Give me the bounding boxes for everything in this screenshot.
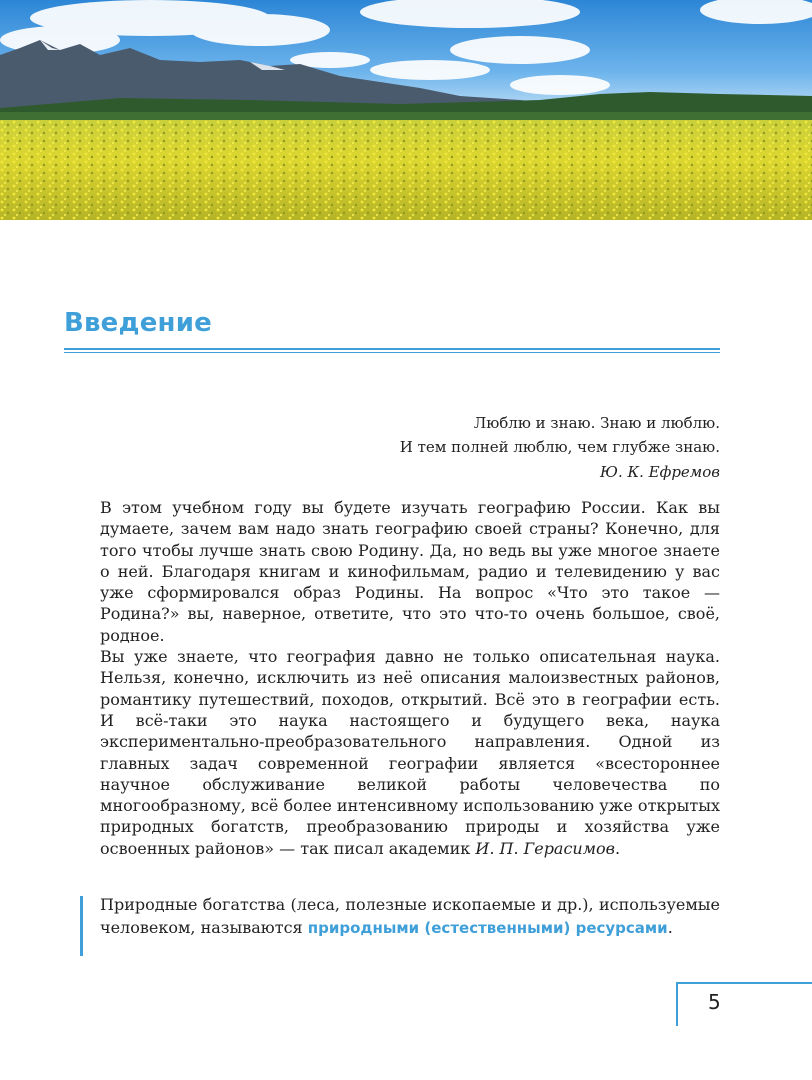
page-number: 5 <box>708 990 721 1014</box>
epigraph <box>220 412 720 485</box>
key-term: природными (естественными) ресурсами <box>307 919 668 937</box>
page-number-box <box>676 982 812 1026</box>
main-text <box>100 497 720 859</box>
paragraph-text: В этом учебном году вы будете изучать географию России. Как вы думаете, зачем вам надо знать географию своей страны? Конечно, для того чтобы лучше знать свою Родину. Да, но ведь вы уже многое знаете о ней. Благодаря книгам и кинофильмам, радио и телевидению у вас уже сформировался образ Родины. На вопрос «Что это такое — Родина?» вы, наверное, ответите, что это что-то очень большое, своё, родное. <box>100 498 720 645</box>
definition-text <box>100 893 720 940</box>
paragraph <box>100 646 720 859</box>
cited-author: И. П. Герасимов <box>475 838 615 858</box>
chapter-title: Введение <box>64 308 212 338</box>
paragraph-text: Вы уже знаете, что география давно не только описательная наука. Нельзя, конечно, исключить из неё описания малоизвестных районов, романтику путешествий, походов, открытий. Всё это в географии есть. И всё-таки это наука настоящего и будущего века, наука экспериментально-преобразовательного направления. Одной из главных задач современной географии является «всестороннее научное обслуживание великой работы человечества по многообразному, всё более интенсивному использованию уже открытых природных богатств, преобразованию природы и хозяйства уже освоенных районов» — так писал академик <box>100 647 720 858</box>
definition-box <box>80 893 720 959</box>
landscape-photo <box>0 0 812 220</box>
title-divider <box>64 348 720 353</box>
punctuation: . <box>667 918 673 937</box>
punctuation: . <box>614 838 621 858</box>
epigraph-author: Ю. К. Ефремов <box>600 463 720 481</box>
meadow-mountains-image <box>0 0 812 220</box>
definition-body: Природные богатства (леса, полезные ископаемые и др.), используемые человеком, называются <box>100 895 720 937</box>
epigraph-line: Люблю и знаю. Знаю и люблю. <box>473 414 720 432</box>
epigraph-line: И тем полней люблю, чем глубже знаю. <box>399 437 720 456</box>
definition-accent-bar <box>80 896 83 956</box>
paragraph <box>100 497 720 646</box>
